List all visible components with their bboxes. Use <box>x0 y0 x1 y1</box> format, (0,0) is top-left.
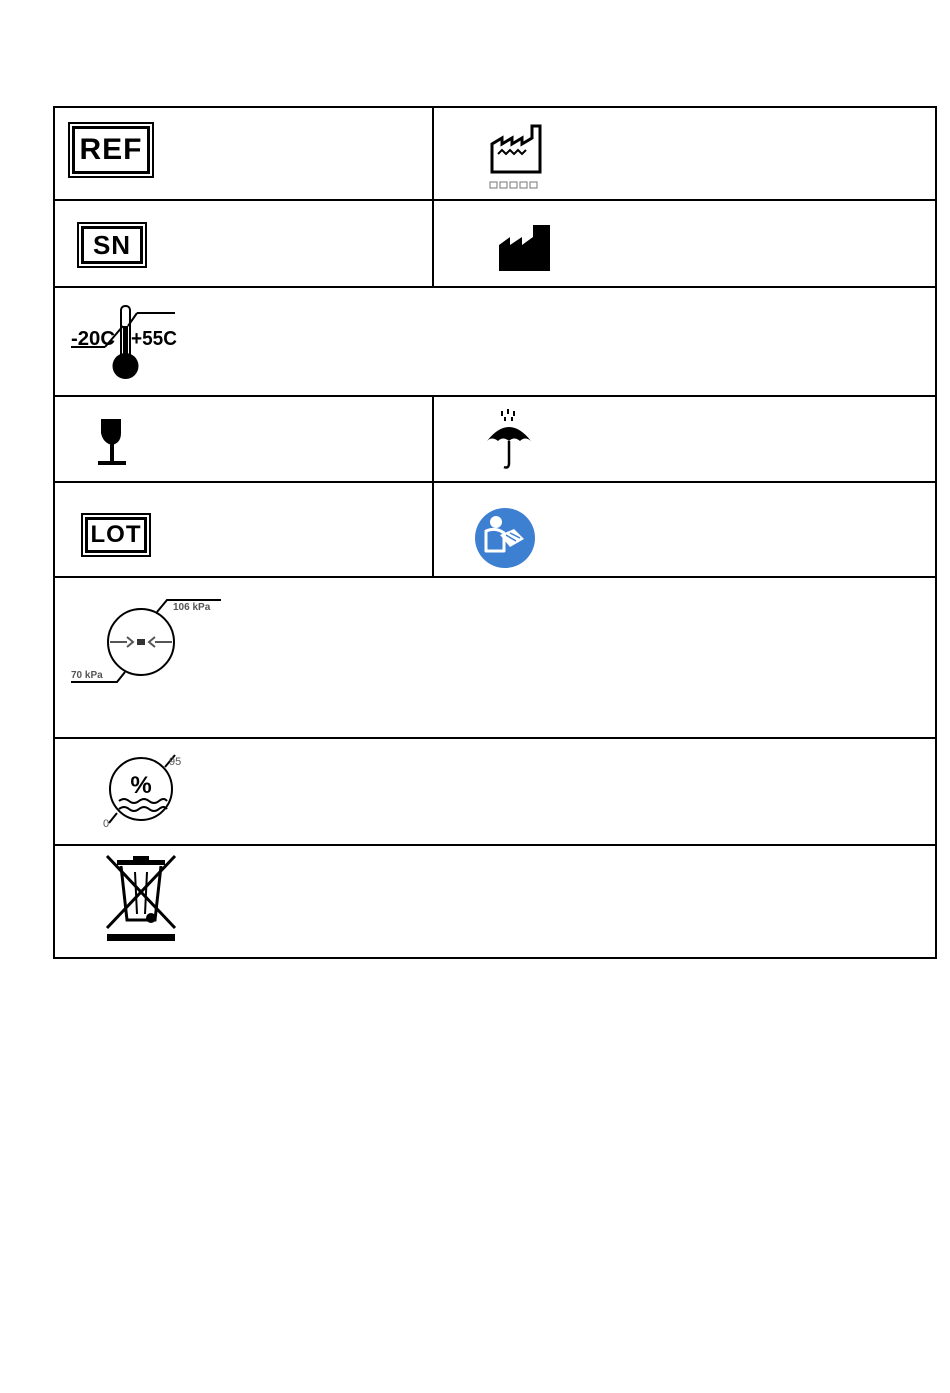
lot-label: LOT <box>90 521 142 548</box>
temperature-low-label: -20C <box>71 328 115 350</box>
table-row <box>54 738 936 845</box>
instructions-cell <box>433 482 936 577</box>
temperature-cell <box>54 287 936 396</box>
crossed-bin-icon <box>103 852 179 944</box>
date-of-manufacture-cell <box>433 107 936 200</box>
fragile-glass-icon <box>95 417 129 469</box>
lot-cell <box>54 482 433 577</box>
table-row <box>54 107 936 200</box>
humidity-icon <box>101 749 191 831</box>
ref-box-icon <box>72 126 150 174</box>
pressure-low-label: 70 kPa <box>71 670 103 681</box>
table-row <box>54 287 936 396</box>
pressure-icon <box>71 590 231 690</box>
factory-outline-icon <box>488 120 548 192</box>
table-row <box>54 482 936 577</box>
sn-label: SN <box>92 229 132 260</box>
read-manual-icon <box>474 507 536 569</box>
thermometer-icon <box>71 300 181 382</box>
sn-cell <box>54 200 433 287</box>
pressure-cell <box>54 577 936 738</box>
fragile-cell <box>54 396 433 482</box>
weee-cell <box>54 845 936 958</box>
humidity-low-label: 0 <box>103 818 110 830</box>
symbols-table <box>53 106 937 959</box>
table-row <box>54 200 936 287</box>
sn-box-icon <box>81 226 143 264</box>
keep-dry-cell <box>433 396 936 482</box>
manufacturer-cell <box>433 200 936 287</box>
humidity-symbol: % <box>130 772 152 799</box>
humidity-cell <box>54 738 936 845</box>
table-row <box>54 396 936 482</box>
factory-filled-icon <box>498 223 552 273</box>
umbrella-icon <box>484 409 534 471</box>
ref-cell <box>54 107 433 200</box>
lot-box-icon <box>85 517 147 553</box>
temperature-high-label: +55C <box>131 328 177 350</box>
table-row <box>54 577 936 738</box>
table-row <box>54 845 936 958</box>
humidity-high-label: 95 <box>169 756 182 768</box>
ref-label: REF <box>79 133 143 166</box>
pressure-high-label: 106 kPa <box>173 602 211 613</box>
